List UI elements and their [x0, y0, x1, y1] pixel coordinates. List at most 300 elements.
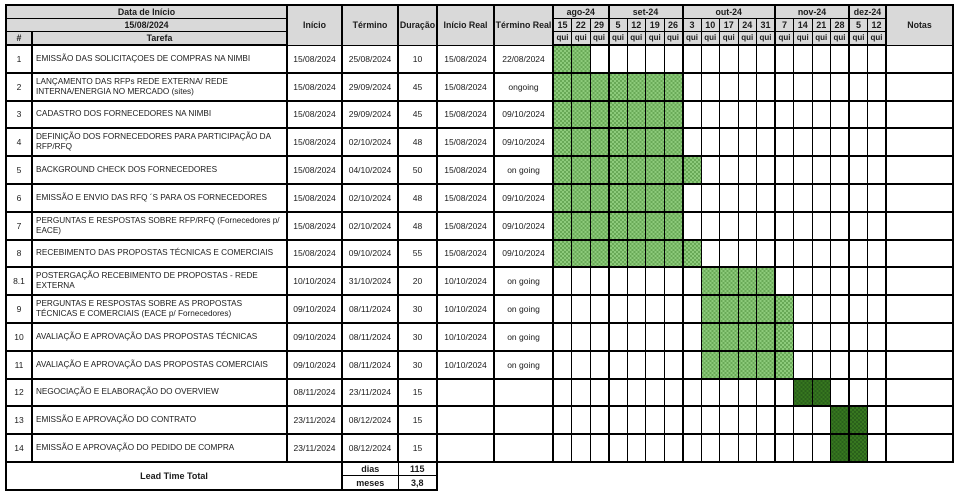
- notas-cell[interactable]: [886, 295, 953, 323]
- gantt-week-cell[interactable]: [868, 45, 887, 73]
- week-date-header[interactable]: 19: [646, 18, 665, 31]
- gantt-bar-cell[interactable]: [646, 101, 665, 129]
- duracao-cell[interactable]: 30: [398, 351, 437, 379]
- termino-real-cell[interactable]: 09/10/2024: [494, 240, 553, 268]
- gantt-bar-cell[interactable]: [572, 156, 591, 184]
- week-date-header[interactable]: 12: [868, 18, 887, 31]
- gantt-week-cell[interactable]: [701, 406, 720, 434]
- gantt-week-cell[interactable]: [868, 156, 887, 184]
- gantt-week-cell[interactable]: [757, 73, 776, 101]
- gantt-week-cell[interactable]: [794, 184, 813, 212]
- week-date-header[interactable]: 5: [849, 18, 868, 31]
- gantt-week-cell[interactable]: [590, 267, 609, 295]
- duracao-cell[interactable]: 30: [398, 295, 437, 323]
- inicio-real-cell[interactable]: 15/08/2024: [437, 45, 494, 73]
- task-num-cell[interactable]: 1: [6, 45, 32, 73]
- gantt-week-cell[interactable]: [849, 128, 868, 156]
- gantt-bar-cell[interactable]: [627, 184, 646, 212]
- gantt-week-cell[interactable]: [794, 406, 813, 434]
- gantt-week-cell[interactable]: [738, 45, 757, 73]
- gantt-bar-cell[interactable]: [831, 434, 850, 462]
- num-header[interactable]: #: [6, 31, 32, 45]
- gantt-bar-cell[interactable]: [831, 406, 850, 434]
- week-date-header[interactable]: 31: [757, 18, 776, 31]
- gantt-bar-cell[interactable]: [590, 101, 609, 129]
- gantt-week-cell[interactable]: [812, 240, 831, 268]
- gantt-bar-cell[interactable]: [572, 73, 591, 101]
- task-name-cell[interactable]: AVALIAÇÃO E APROVAÇÃO DAS PROPOSTAS TÉCNICAS: [32, 323, 287, 351]
- gantt-week-cell[interactable]: [701, 240, 720, 268]
- gantt-bar-cell[interactable]: [701, 267, 720, 295]
- gantt-week-cell[interactable]: [831, 184, 850, 212]
- week-date-header[interactable]: 14: [794, 18, 813, 31]
- gantt-week-cell[interactable]: [738, 406, 757, 434]
- gantt-week-cell[interactable]: [812, 156, 831, 184]
- termino-cell[interactable]: 08/12/2024: [342, 434, 398, 462]
- gantt-week-cell[interactable]: [812, 184, 831, 212]
- gantt-bar-cell[interactable]: [572, 101, 591, 129]
- gantt-bar-cell[interactable]: [590, 156, 609, 184]
- week-date-header[interactable]: 12: [627, 18, 646, 31]
- gantt-week-cell[interactable]: [701, 73, 720, 101]
- gantt-week-cell[interactable]: [794, 295, 813, 323]
- task-num-cell[interactable]: 12: [6, 379, 32, 407]
- gantt-bar-cell[interactable]: [553, 240, 572, 268]
- gantt-week-cell[interactable]: [701, 156, 720, 184]
- gantt-week-cell[interactable]: [683, 45, 702, 73]
- notas-cell[interactable]: [886, 406, 953, 434]
- week-date-header[interactable]: 24: [738, 18, 757, 31]
- gantt-bar-cell[interactable]: [627, 128, 646, 156]
- gantt-bar-cell[interactable]: [775, 295, 794, 323]
- gantt-week-cell[interactable]: [868, 379, 887, 407]
- inicio-cell[interactable]: 23/11/2024: [287, 406, 342, 434]
- gantt-week-cell[interactable]: [683, 351, 702, 379]
- gantt-bar-cell[interactable]: [775, 323, 794, 351]
- gantt-week-cell[interactable]: [849, 212, 868, 240]
- lead-time-value-cell[interactable]: 115: [398, 462, 437, 476]
- gantt-week-cell[interactable]: [831, 45, 850, 73]
- gantt-bar-cell[interactable]: [572, 240, 591, 268]
- inicio-real-header[interactable]: Início Real: [437, 5, 494, 45]
- weekday-header[interactable]: qui: [590, 31, 609, 45]
- gantt-week-cell[interactable]: [609, 434, 628, 462]
- gantt-week-cell[interactable]: [683, 212, 702, 240]
- gantt-week-cell[interactable]: [664, 45, 683, 73]
- gantt-week-cell[interactable]: [775, 101, 794, 129]
- task-header[interactable]: Tarefa: [32, 31, 287, 45]
- gantt-week-cell[interactable]: [738, 156, 757, 184]
- gantt-week-cell[interactable]: [757, 101, 776, 129]
- gantt-week-cell[interactable]: [812, 434, 831, 462]
- inicio-real-cell[interactable]: [437, 434, 494, 462]
- gantt-week-cell[interactable]: [664, 323, 683, 351]
- gantt-bar-cell[interactable]: [757, 351, 776, 379]
- gantt-week-cell[interactable]: [683, 73, 702, 101]
- gantt-week-cell[interactable]: [812, 73, 831, 101]
- weekday-header[interactable]: qui: [738, 31, 757, 45]
- gantt-week-cell[interactable]: [627, 295, 646, 323]
- termino-real-cell[interactable]: 09/10/2024: [494, 101, 553, 129]
- gantt-week-cell[interactable]: [701, 101, 720, 129]
- gantt-week-cell[interactable]: [553, 267, 572, 295]
- weekday-header[interactable]: qui: [775, 31, 794, 45]
- gantt-week-cell[interactable]: [720, 434, 739, 462]
- gantt-week-cell[interactable]: [738, 212, 757, 240]
- gantt-week-cell[interactable]: [757, 45, 776, 73]
- termino-cell[interactable]: 29/09/2024: [342, 73, 398, 101]
- task-num-cell[interactable]: 9: [6, 295, 32, 323]
- gantt-bar-cell[interactable]: [590, 184, 609, 212]
- gantt-week-cell[interactable]: [720, 240, 739, 268]
- notas-header[interactable]: Notas: [886, 5, 953, 45]
- gantt-bar-cell[interactable]: [646, 212, 665, 240]
- gantt-bar-cell[interactable]: [646, 184, 665, 212]
- inicio-real-cell[interactable]: 15/08/2024: [437, 184, 494, 212]
- termino-cell[interactable]: 02/10/2024: [342, 184, 398, 212]
- gantt-bar-cell[interactable]: [664, 156, 683, 184]
- gantt-week-cell[interactable]: [738, 128, 757, 156]
- gantt-bar-cell[interactable]: [701, 323, 720, 351]
- gantt-bar-cell[interactable]: [609, 101, 628, 129]
- gantt-bar-cell[interactable]: [646, 73, 665, 101]
- lead-time-label-cell[interactable]: Lead Time Total: [6, 462, 342, 490]
- gantt-week-cell[interactable]: [775, 406, 794, 434]
- gantt-bar-cell[interactable]: [553, 156, 572, 184]
- gantt-bar-cell[interactable]: [720, 267, 739, 295]
- termino-cell[interactable]: 25/08/2024: [342, 45, 398, 73]
- gantt-week-cell[interactable]: [794, 101, 813, 129]
- gantt-week-cell[interactable]: [590, 434, 609, 462]
- gantt-week-cell[interactable]: [627, 267, 646, 295]
- weekday-header[interactable]: qui: [757, 31, 776, 45]
- weekday-header[interactable]: qui: [794, 31, 813, 45]
- gantt-week-cell[interactable]: [738, 184, 757, 212]
- gantt-week-cell[interactable]: [720, 45, 739, 73]
- termino-cell[interactable]: 09/10/2024: [342, 240, 398, 268]
- gantt-week-cell[interactable]: [572, 267, 591, 295]
- gantt-bar-cell[interactable]: [849, 406, 868, 434]
- inicio-real-cell[interactable]: 10/10/2024: [437, 351, 494, 379]
- weekday-header[interactable]: qui: [553, 31, 572, 45]
- duracao-cell[interactable]: 15: [398, 379, 437, 407]
- gantt-bar-cell[interactable]: [627, 240, 646, 268]
- gantt-week-cell[interactable]: [664, 434, 683, 462]
- termino-real-cell[interactable]: 22/08/2024: [494, 45, 553, 73]
- gantt-bar-cell[interactable]: [794, 379, 813, 407]
- inicio-real-cell[interactable]: 15/08/2024: [437, 128, 494, 156]
- task-num-cell[interactable]: 4: [6, 128, 32, 156]
- gantt-week-cell[interactable]: [664, 379, 683, 407]
- gantt-bar-cell[interactable]: [701, 351, 720, 379]
- gantt-week-cell[interactable]: [738, 379, 757, 407]
- task-name-cell[interactable]: EMISSÃO E ENVIO DAS RFQ ´S PARA OS FORNECEDORES: [32, 184, 287, 212]
- gantt-bar-cell[interactable]: [553, 128, 572, 156]
- inicio-cell[interactable]: 15/08/2024: [287, 45, 342, 73]
- week-date-header[interactable]: 22: [572, 18, 591, 31]
- duracao-cell[interactable]: 15: [398, 434, 437, 462]
- duracao-cell[interactable]: 48: [398, 212, 437, 240]
- gantt-bar-cell[interactable]: [590, 73, 609, 101]
- termino-real-cell[interactable]: on going: [494, 295, 553, 323]
- gantt-bar-cell[interactable]: [627, 101, 646, 129]
- gantt-bar-cell[interactable]: [646, 156, 665, 184]
- gantt-week-cell[interactable]: [627, 406, 646, 434]
- task-num-cell[interactable]: 5: [6, 156, 32, 184]
- gantt-week-cell[interactable]: [849, 156, 868, 184]
- gantt-bar-cell[interactable]: [609, 156, 628, 184]
- gantt-week-cell[interactable]: [627, 379, 646, 407]
- gantt-week-cell[interactable]: [812, 128, 831, 156]
- gantt-week-cell[interactable]: [794, 434, 813, 462]
- gantt-bar-cell[interactable]: [664, 184, 683, 212]
- weekday-header[interactable]: qui: [627, 31, 646, 45]
- notas-cell[interactable]: [886, 379, 953, 407]
- duracao-cell[interactable]: 45: [398, 73, 437, 101]
- inicio-cell[interactable]: 08/11/2024: [287, 379, 342, 407]
- gantt-week-cell[interactable]: [738, 101, 757, 129]
- gantt-bar-cell[interactable]: [757, 323, 776, 351]
- gantt-week-cell[interactable]: [572, 351, 591, 379]
- gantt-bar-cell[interactable]: [646, 128, 665, 156]
- gantt-week-cell[interactable]: [609, 45, 628, 73]
- weekday-header[interactable]: qui: [683, 31, 702, 45]
- gantt-bar-cell[interactable]: [627, 212, 646, 240]
- gantt-week-cell[interactable]: [609, 406, 628, 434]
- gantt-week-cell[interactable]: [775, 45, 794, 73]
- gantt-bar-cell[interactable]: [683, 156, 702, 184]
- gantt-week-cell[interactable]: [609, 323, 628, 351]
- gantt-week-cell[interactable]: [812, 406, 831, 434]
- gantt-week-cell[interactable]: [868, 295, 887, 323]
- task-name-cell[interactable]: POSTERGAÇÃO RECEBIMENTO DE PROPOSTAS - REDE EXTERNA: [32, 267, 287, 295]
- gantt-week-cell[interactable]: [553, 379, 572, 407]
- notas-cell[interactable]: [886, 73, 953, 101]
- gantt-week-cell[interactable]: [553, 434, 572, 462]
- gantt-week-cell[interactable]: [590, 45, 609, 73]
- gantt-week-cell[interactable]: [831, 101, 850, 129]
- gantt-bar-cell[interactable]: [646, 240, 665, 268]
- gantt-week-cell[interactable]: [849, 101, 868, 129]
- inicio-real-cell[interactable]: [437, 379, 494, 407]
- termino-cell[interactable]: 29/09/2024: [342, 101, 398, 129]
- gantt-week-cell[interactable]: [812, 351, 831, 379]
- gantt-week-cell[interactable]: [775, 73, 794, 101]
- gantt-week-cell[interactable]: [720, 156, 739, 184]
- gantt-bar-cell[interactable]: [590, 212, 609, 240]
- gantt-week-cell[interactable]: [849, 267, 868, 295]
- termino-cell[interactable]: 04/10/2024: [342, 156, 398, 184]
- gantt-week-cell[interactable]: [868, 267, 887, 295]
- termino-real-cell[interactable]: 09/10/2024: [494, 184, 553, 212]
- gantt-week-cell[interactable]: [849, 184, 868, 212]
- data-inicio-header[interactable]: Data de Início: [6, 5, 287, 18]
- gantt-week-cell[interactable]: [831, 73, 850, 101]
- gantt-bar-cell[interactable]: [627, 73, 646, 101]
- task-name-cell[interactable]: EMISSÃO E APROVAÇÃO DO PEDIDO DE COMPRA: [32, 434, 287, 462]
- gantt-week-cell[interactable]: [868, 73, 887, 101]
- gantt-bar-cell[interactable]: [609, 240, 628, 268]
- weekday-header[interactable]: qui: [664, 31, 683, 45]
- weekday-header[interactable]: qui: [849, 31, 868, 45]
- notas-cell[interactable]: [886, 45, 953, 73]
- month-header[interactable]: dez-24: [849, 5, 886, 18]
- gantt-week-cell[interactable]: [720, 184, 739, 212]
- gantt-bar-cell[interactable]: [572, 128, 591, 156]
- gantt-week-cell[interactable]: [812, 267, 831, 295]
- gantt-bar-cell[interactable]: [757, 267, 776, 295]
- gantt-week-cell[interactable]: [812, 45, 831, 73]
- duracao-cell[interactable]: 10: [398, 45, 437, 73]
- notas-cell[interactable]: [886, 184, 953, 212]
- duracao-cell[interactable]: 45: [398, 101, 437, 129]
- gantt-week-cell[interactable]: [683, 379, 702, 407]
- gantt-bar-cell[interactable]: [553, 101, 572, 129]
- gantt-week-cell[interactable]: [553, 323, 572, 351]
- termino-real-cell[interactable]: on going: [494, 156, 553, 184]
- gantt-week-cell[interactable]: [553, 295, 572, 323]
- gantt-week-cell[interactable]: [794, 267, 813, 295]
- gantt-bar-cell[interactable]: [664, 73, 683, 101]
- gantt-week-cell[interactable]: [868, 128, 887, 156]
- weekday-header[interactable]: qui: [831, 31, 850, 45]
- gantt-bar-cell[interactable]: [720, 295, 739, 323]
- termino-real-header[interactable]: Término Real: [494, 5, 553, 45]
- week-date-header[interactable]: 17: [720, 18, 739, 31]
- gantt-week-cell[interactable]: [757, 156, 776, 184]
- task-num-cell[interactable]: 2: [6, 73, 32, 101]
- gantt-week-cell[interactable]: [609, 351, 628, 379]
- gantt-bar-cell[interactable]: [572, 212, 591, 240]
- gantt-week-cell[interactable]: [590, 351, 609, 379]
- termino-real-cell[interactable]: 09/10/2024: [494, 212, 553, 240]
- gantt-week-cell[interactable]: [720, 379, 739, 407]
- gantt-week-cell[interactable]: [664, 267, 683, 295]
- task-name-cell[interactable]: RECEBIMENTO DAS PROPOSTAS TÉCNICAS E COMERCIAIS: [32, 240, 287, 268]
- gantt-bar-cell[interactable]: [609, 212, 628, 240]
- duracao-cell[interactable]: 55: [398, 240, 437, 268]
- gantt-week-cell[interactable]: [720, 212, 739, 240]
- week-date-header[interactable]: 3: [683, 18, 702, 31]
- weekday-header[interactable]: qui: [572, 31, 591, 45]
- termino-cell[interactable]: 31/10/2024: [342, 267, 398, 295]
- gantt-week-cell[interactable]: [868, 101, 887, 129]
- gantt-week-cell[interactable]: [590, 379, 609, 407]
- gantt-week-cell[interactable]: [794, 240, 813, 268]
- inicio-cell[interactable]: 10/10/2024: [287, 267, 342, 295]
- gantt-week-cell[interactable]: [683, 184, 702, 212]
- inicio-header[interactable]: Início: [287, 5, 342, 45]
- termino-cell[interactable]: 02/10/2024: [342, 128, 398, 156]
- task-name-cell[interactable]: EMISSÃO E APROVAÇÃO DO CONTRATO: [32, 406, 287, 434]
- inicio-real-cell[interactable]: 15/08/2024: [437, 240, 494, 268]
- gantt-week-cell[interactable]: [849, 295, 868, 323]
- task-num-cell[interactable]: 8: [6, 240, 32, 268]
- week-date-header[interactable]: 7: [775, 18, 794, 31]
- termino-real-cell[interactable]: [494, 406, 553, 434]
- gantt-week-cell[interactable]: [794, 212, 813, 240]
- gantt-bar-cell[interactable]: [664, 212, 683, 240]
- gantt-week-cell[interactable]: [701, 379, 720, 407]
- gantt-bar-cell[interactable]: [553, 45, 572, 73]
- week-date-header[interactable]: 5: [609, 18, 628, 31]
- gantt-week-cell[interactable]: [738, 240, 757, 268]
- weekday-header[interactable]: qui: [868, 31, 887, 45]
- inicio-cell[interactable]: 09/10/2024: [287, 323, 342, 351]
- notas-cell[interactable]: [886, 156, 953, 184]
- inicio-cell[interactable]: 09/10/2024: [287, 351, 342, 379]
- inicio-cell[interactable]: 15/08/2024: [287, 101, 342, 129]
- gantt-week-cell[interactable]: [849, 351, 868, 379]
- termino-real-cell[interactable]: [494, 434, 553, 462]
- gantt-bar-cell[interactable]: [664, 240, 683, 268]
- termino-header[interactable]: Término: [342, 5, 398, 45]
- gantt-week-cell[interactable]: [646, 379, 665, 407]
- gantt-week-cell[interactable]: [757, 184, 776, 212]
- gantt-week-cell[interactable]: [720, 101, 739, 129]
- gantt-week-cell[interactable]: [849, 73, 868, 101]
- week-date-header[interactable]: 29: [590, 18, 609, 31]
- gantt-week-cell[interactable]: [775, 379, 794, 407]
- duracao-cell[interactable]: 20: [398, 267, 437, 295]
- gantt-week-cell[interactable]: [590, 295, 609, 323]
- weekday-header[interactable]: qui: [701, 31, 720, 45]
- gantt-week-cell[interactable]: [757, 406, 776, 434]
- gantt-week-cell[interactable]: [720, 128, 739, 156]
- gantt-week-cell[interactable]: [609, 379, 628, 407]
- weekday-header[interactable]: qui: [646, 31, 665, 45]
- inicio-real-cell[interactable]: 15/08/2024: [437, 212, 494, 240]
- gantt-bar-cell[interactable]: [572, 45, 591, 73]
- duracao-cell[interactable]: 50: [398, 156, 437, 184]
- termino-cell[interactable]: 02/10/2024: [342, 212, 398, 240]
- gantt-week-cell[interactable]: [831, 351, 850, 379]
- task-num-cell[interactable]: 3: [6, 101, 32, 129]
- inicio-real-cell[interactable]: [437, 406, 494, 434]
- gantt-week-cell[interactable]: [553, 351, 572, 379]
- gantt-week-cell[interactable]: [868, 434, 887, 462]
- gantt-week-cell[interactable]: [683, 323, 702, 351]
- termino-cell[interactable]: 23/11/2024: [342, 379, 398, 407]
- gantt-week-cell[interactable]: [775, 267, 794, 295]
- weekday-header[interactable]: qui: [609, 31, 628, 45]
- gantt-week-cell[interactable]: [812, 101, 831, 129]
- gantt-week-cell[interactable]: [831, 379, 850, 407]
- task-name-cell[interactable]: NEGOCIAÇÃO E ELABORAÇÃO DO OVERVIEW: [32, 379, 287, 407]
- data-inicio-value[interactable]: 15/08/2024: [6, 18, 287, 31]
- gantt-week-cell[interactable]: [627, 434, 646, 462]
- gantt-week-cell[interactable]: [757, 434, 776, 462]
- task-name-cell[interactable]: PERGUNTAS E RESPOSTAS SOBRE AS PROPOSTAS TÉCNICAS E COMERCIAIS (EACE p/ Fornecedores): [32, 295, 287, 323]
- duracao-cell[interactable]: 48: [398, 128, 437, 156]
- gantt-week-cell[interactable]: [701, 212, 720, 240]
- gantt-week-cell[interactable]: [683, 128, 702, 156]
- task-name-cell[interactable]: AVALIAÇÃO E APROVAÇÃO DAS PROPOSTAS COMERCIAIS: [32, 351, 287, 379]
- gantt-week-cell[interactable]: [868, 212, 887, 240]
- termino-real-cell[interactable]: on going: [494, 323, 553, 351]
- gantt-bar-cell[interactable]: [627, 156, 646, 184]
- gantt-week-cell[interactable]: [831, 212, 850, 240]
- gantt-week-cell[interactable]: [572, 295, 591, 323]
- gantt-week-cell[interactable]: [775, 240, 794, 268]
- gantt-week-cell[interactable]: [590, 323, 609, 351]
- gantt-week-cell[interactable]: [646, 434, 665, 462]
- notas-cell[interactable]: [886, 267, 953, 295]
- gantt-week-cell[interactable]: [590, 406, 609, 434]
- gantt-week-cell[interactable]: [757, 379, 776, 407]
- gantt-week-cell[interactable]: [738, 73, 757, 101]
- task-num-cell[interactable]: 14: [6, 434, 32, 462]
